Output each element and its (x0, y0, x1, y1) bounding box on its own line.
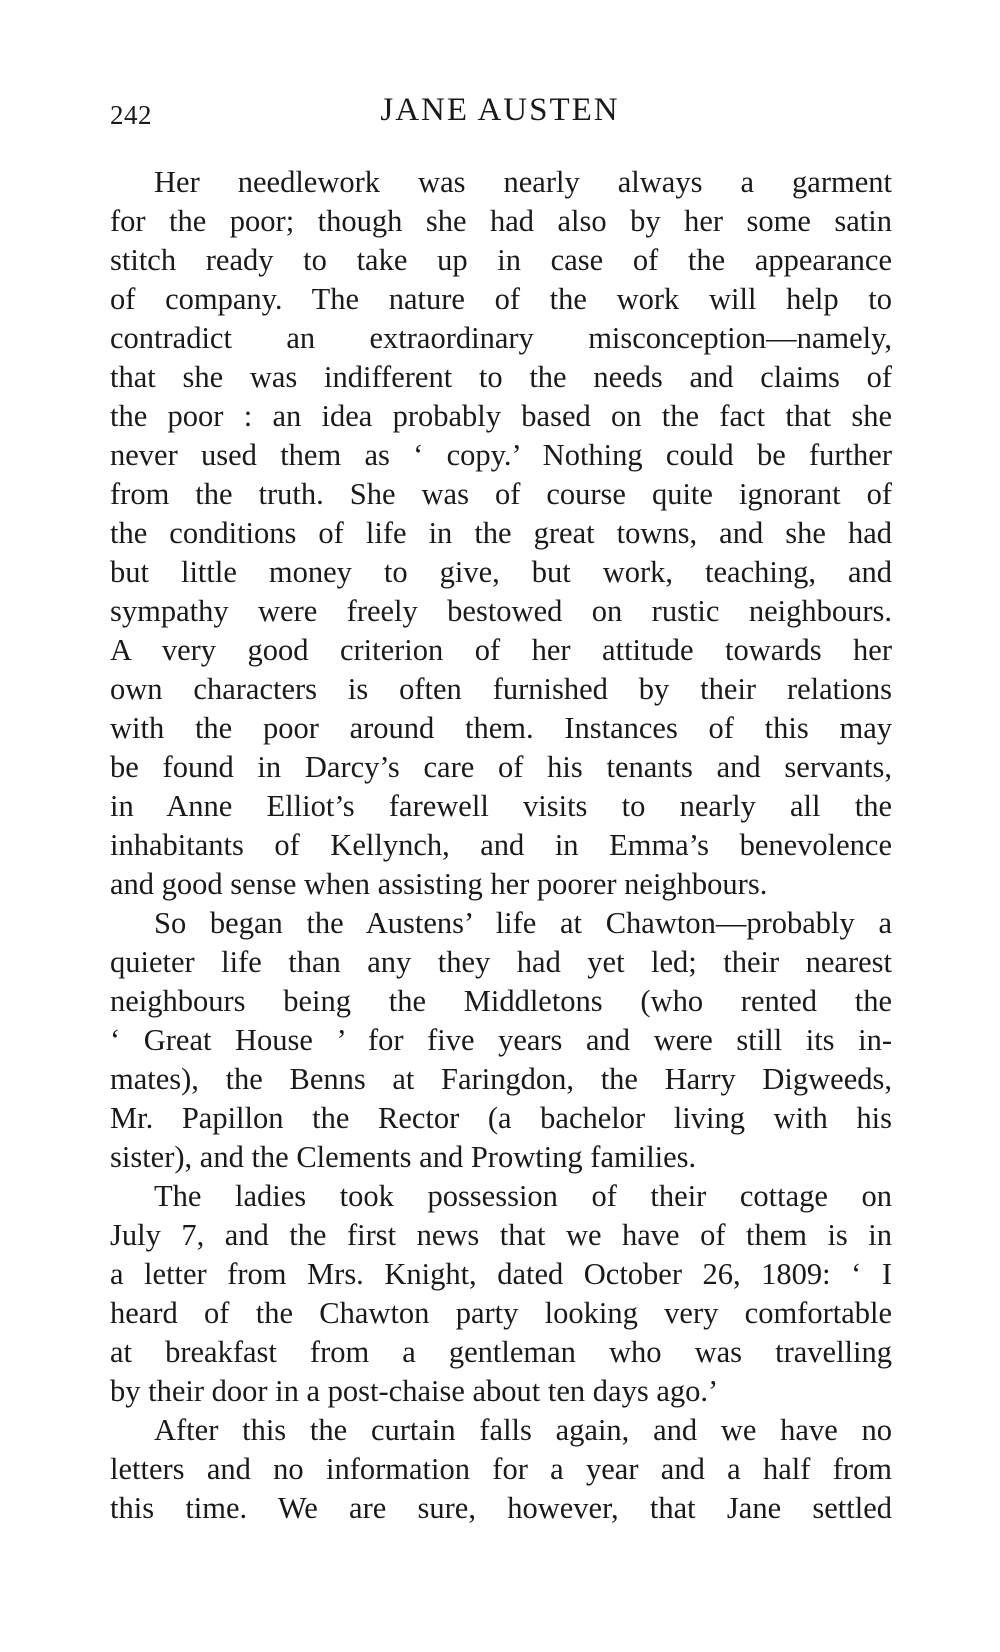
text-line: by their door in a post-chaise about ten days ago.’ (110, 1374, 719, 1408)
text-line: ‘ Great House ’ for five years and were still its in- (110, 1023, 892, 1057)
text-line: heard of the Chawton party looking very comfortable (110, 1296, 892, 1330)
text-line: a letter from Mrs. Knight, dated October 26, 1809: ‘ I (110, 1257, 892, 1291)
text-line: July 7, and the first news that we have of them is in (110, 1218, 892, 1252)
page-header (110, 92, 890, 142)
text-line: sympathy were freely bestowed on rustic neighbours. (110, 594, 892, 628)
paragraph-3 (110, 1177, 892, 1411)
paragraph-4 (110, 1411, 892, 1528)
text-line: stitch ready to take up in case of the appearance (110, 243, 892, 277)
text-line: but little money to give, but work, teaching, and (110, 555, 892, 589)
text-line: own characters is often furnished by their relations (110, 672, 892, 706)
text-line: be found in Darcy’s care of his tenants and servants, (110, 750, 892, 784)
paragraph-1 (110, 163, 892, 904)
text-line: So began the Austens’ life at Chawton—probably a (154, 906, 892, 940)
text-line: A very good criterion of her attitude towards her (110, 633, 892, 667)
text-line: neighbours being the Middletons (who rented the (110, 984, 892, 1018)
text-line: the poor : an idea probably based on the fact that she (110, 399, 892, 433)
text-line: the conditions of life in the great towns, and she had (110, 516, 892, 550)
text-line: After this the curtain falls again, and we have no (154, 1413, 892, 1447)
body-text (110, 163, 892, 1528)
page-number: 242 (110, 100, 152, 130)
text-line: Mr. Papillon the Rector (a bachelor living with his (110, 1101, 892, 1135)
text-line: letters and no information for a year and a half from (110, 1452, 892, 1486)
text-line: sister), and the Clements and Prowting families. (110, 1140, 697, 1174)
text-line: Her needlework was nearly always a garment (154, 165, 892, 199)
text-line: contradict an extraordinary misconception—namely, (110, 321, 892, 355)
text-line: that she was indifferent to the needs and claims of (110, 360, 892, 394)
text-line: and good sense when assisting her poorer neighbours. (110, 867, 768, 901)
text-line: never used them as ‘ copy.’ Nothing could be further (110, 438, 892, 472)
text-line: inhabitants of Kellynch, and in Emma’s benevolence (110, 828, 892, 862)
running-title: JANE AUSTEN (380, 92, 620, 128)
text-line: at breakfast from a gentleman who was travelling (110, 1335, 892, 1369)
text-line: from the truth. She was of course quite ignorant of (110, 477, 892, 511)
text-line: mates), the Benns at Faringdon, the Harry Digweeds, (110, 1062, 892, 1096)
text-line: this time. We are sure, however, that Jane settled (110, 1491, 892, 1525)
text-line: The ladies took possession of their cottage on (154, 1179, 892, 1213)
text-line: with the poor around them. Instances of this may (110, 711, 892, 745)
text-line: of company. The nature of the work will help to (110, 282, 892, 316)
text-line: in Anne Elliot’s farewell visits to nearly all the (110, 789, 892, 823)
text-line: quieter life than any they had yet led; their nearest (110, 945, 892, 979)
text-line: for the poor; though she had also by her some satin (110, 204, 892, 238)
paragraph-2 (110, 904, 892, 1177)
